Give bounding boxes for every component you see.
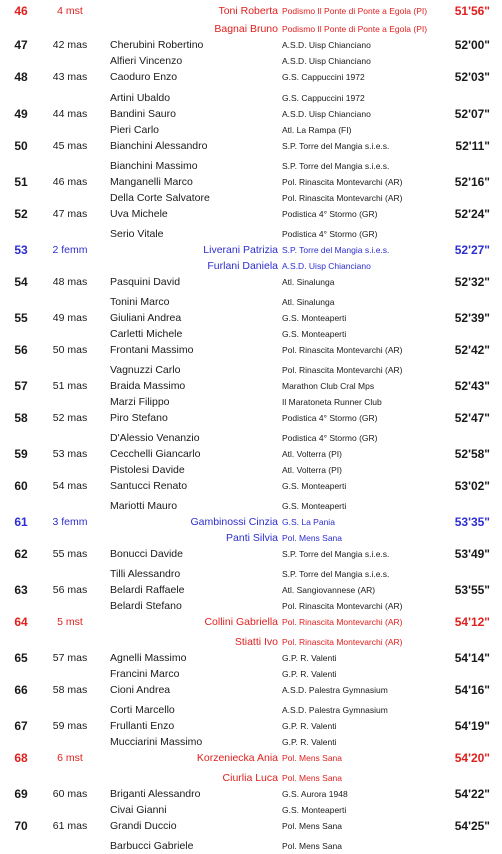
team-name: Atl. Volterra (PI) (282, 465, 342, 475)
team-name: Pol. Rinascita Montevarchi (AR) (282, 637, 403, 647)
athlete-name: Uva Michele (110, 208, 168, 220)
team-name: Podistica 4° Stormo (GR) (282, 229, 378, 239)
athlete-name: Artini Ubaldo (110, 92, 171, 104)
category-rank: 2 femm (52, 244, 88, 256)
result-row-partner (0, 362, 502, 378)
athlete-name: D'Alessio Venanzio (110, 432, 200, 444)
position-number: 59 (14, 447, 28, 461)
result-row-partner (0, 21, 502, 37)
category-rank: 52 mas (52, 412, 88, 424)
category-rank: 3 femm (52, 516, 88, 528)
result-row (0, 718, 502, 734)
athlete-name: Manganelli Marco (110, 176, 193, 188)
finish-time: 52'32" (454, 275, 490, 289)
team-name: A.S.D. Uisp Chianciano (282, 261, 371, 271)
position-number: 68 (14, 751, 28, 765)
result-row-partner (0, 394, 502, 410)
athlete-name: Corti Marcello (110, 704, 175, 716)
athlete-name: Carletti Michele (110, 328, 183, 340)
athlete-name: Pasquini David (110, 276, 181, 288)
team-name: Atl. La Rampa (FI) (282, 125, 352, 135)
position-number: 53 (14, 243, 28, 257)
result-row-partner (0, 802, 502, 818)
athlete-name: Barbucci Gabriele (110, 840, 194, 852)
category-rank: 4 mst (57, 5, 83, 17)
team-name: G.P. R. Valenti (282, 721, 337, 731)
athlete-name: Bonucci Davide (110, 548, 183, 560)
result-row-partner (0, 498, 502, 514)
result-row-partner (0, 158, 502, 174)
result-row (0, 106, 502, 122)
category-rank: 43 mas (52, 71, 88, 83)
position-number: 60 (14, 479, 28, 493)
finish-time: 54'22" (454, 787, 490, 801)
team-name: G.P. R. Valenti (282, 669, 337, 679)
athlete-name: Belardi Stefano (110, 600, 182, 612)
athlete-name: Civai Gianni (110, 804, 167, 816)
team-name: G.P. R. Valenti (282, 653, 337, 663)
team-name: Podismo Il Ponte di Ponte a Egola (PI) (282, 6, 428, 16)
team-name: Podistica 4° Stormo (GR) (282, 209, 378, 219)
position-number: 54 (14, 275, 28, 289)
finish-time: 52'11" (455, 139, 490, 153)
result-row (0, 310, 502, 326)
athlete-name: Liverani Patrizia (203, 244, 278, 256)
athlete-name: Alfieri Vincenzo (110, 55, 183, 67)
result-row-partner (0, 190, 502, 206)
team-name: Atl. Sinalunga (282, 297, 335, 307)
athlete-name: Braida Massimo (110, 380, 186, 392)
athlete-name: Furlani Daniela (207, 260, 278, 272)
athlete-name: Cioni Andrea (110, 684, 171, 696)
team-name: G.P. R. Valenti (282, 737, 337, 747)
position-number: 70 (14, 819, 28, 833)
finish-time: 53'55" (454, 583, 490, 597)
athlete-name: Korzeniecka Ania (196, 752, 278, 764)
team-name: S.P. Torre del Mangia s.i.e.s. (282, 141, 390, 151)
team-name: Pol. Rinascita Montevarchi (AR) (282, 177, 403, 187)
result-row (0, 818, 502, 834)
finish-time: 53'49" (454, 547, 490, 561)
athlete-name: Bianchini Alessandro (110, 140, 208, 152)
finish-time: 53'02" (454, 479, 490, 493)
athlete-name: Della Corte Salvatore (110, 192, 210, 204)
finish-time: 54'19" (454, 719, 490, 733)
finish-time: 54'25" (454, 819, 490, 833)
position-number: 57 (14, 379, 28, 393)
athlete-name: Belardi Raffaele (110, 584, 185, 596)
team-name: Atl. Volterra (PI) (282, 449, 342, 459)
team-name: Pol. Rinascita Montevarchi (AR) (282, 617, 403, 627)
result-row-partner (0, 462, 502, 478)
athlete-name: Mariotti Mauro (110, 500, 178, 512)
finish-time: 52'47" (454, 411, 490, 425)
result-row (0, 69, 502, 85)
athlete-name: Cherubini Robertino (110, 39, 204, 51)
position-number: 49 (14, 107, 28, 121)
result-row (0, 174, 502, 190)
team-name: G.S. Monteaperti (282, 329, 347, 339)
result-row (0, 3, 502, 19)
athlete-name: Agnelli Massimo (110, 652, 187, 664)
team-name: G.S. Aurora 1948 (282, 789, 348, 799)
team-name: A.S.D. Uisp Chianciano (282, 56, 371, 66)
team-name: G.S. Monteaperti (282, 313, 347, 323)
result-row (0, 410, 502, 426)
team-name: Atl. Sangiovannese (AR) (282, 585, 376, 595)
position-number: 62 (14, 547, 28, 561)
team-name: A.S.D. Uisp Chianciano (282, 40, 371, 50)
team-name: A.S.D. Uisp Chianciano (282, 109, 371, 119)
position-number: 50 (14, 139, 28, 153)
category-rank: 54 mas (52, 480, 88, 492)
athlete-name: Tilli Alessandro (110, 568, 181, 580)
category-rank: 55 mas (52, 548, 88, 560)
team-name: A.S.D. Palestra Gymnasium (282, 705, 388, 715)
athlete-name: Stiatti Ivo (234, 636, 278, 648)
athlete-name: Serio Vitale (110, 228, 164, 240)
team-name: Il Maratoneta Runner Club (282, 397, 382, 407)
team-name: G.S. Monteaperti (282, 805, 347, 815)
position-number: 69 (14, 787, 28, 801)
team-name: Pol. Mens Sana (282, 773, 343, 783)
finish-time: 52'03" (454, 70, 490, 84)
result-row-partner (0, 430, 502, 446)
result-row-partner (0, 598, 502, 614)
finish-time: 52'16" (454, 175, 490, 189)
team-name: Pol. Rinascita Montevarchi (AR) (282, 345, 403, 355)
team-name: Pol. Rinascita Montevarchi (AR) (282, 601, 403, 611)
finish-time: 52'07" (454, 107, 490, 121)
position-number: 61 (14, 515, 28, 529)
result-row-partner (0, 326, 502, 342)
result-row (0, 682, 502, 698)
athlete-name: Collini Gabriella (204, 616, 278, 628)
finish-time: 54'20" (454, 751, 490, 765)
result-row (0, 242, 502, 258)
result-row (0, 37, 502, 53)
athlete-name: Marzi Filippo (110, 396, 170, 408)
team-name: Pol. Mens Sana (282, 753, 343, 763)
result-row (0, 342, 502, 358)
team-name: Pol. Rinascita Montevarchi (AR) (282, 365, 403, 375)
result-row-partner (0, 294, 502, 310)
position-number: 63 (14, 583, 28, 597)
result-row-partner (0, 566, 502, 582)
finish-time: 54'14" (454, 651, 490, 665)
team-name: G.S. La Pania (282, 517, 335, 527)
result-row-partner (0, 226, 502, 242)
finish-time: 52'27" (454, 243, 490, 257)
result-row (0, 614, 502, 630)
team-name: Pol. Mens Sana (282, 533, 343, 543)
team-name: Podismo Il Ponte di Ponte a Egola (PI) (282, 24, 428, 34)
athlete-name: Gambinossi Cinzia (190, 516, 278, 528)
finish-time: 54'12" (454, 615, 490, 629)
athlete-name: Toni Roberta (218, 5, 278, 17)
position-number: 65 (14, 651, 28, 665)
result-row-partner (0, 770, 502, 786)
result-row-partner (0, 702, 502, 718)
athlete-name: Frontani Massimo (110, 344, 194, 356)
athlete-name: Pieri Carlo (110, 124, 160, 136)
team-name: Podistica 4° Stormo (GR) (282, 413, 378, 423)
position-number: 52 (14, 207, 28, 221)
team-name: G.S. Cappuccini 1972 (282, 93, 365, 103)
position-number: 58 (14, 411, 28, 425)
team-name: S.P. Torre del Mangia s.i.e.s. (282, 549, 390, 559)
athlete-name: Pistolesi Davide (110, 464, 185, 476)
category-rank: 49 mas (52, 312, 88, 324)
category-rank: 61 mas (52, 820, 88, 832)
result-row (0, 274, 502, 290)
team-name: S.P. Torre del Mangia s.i.e.s. (282, 569, 390, 579)
result-row-partner (0, 122, 502, 138)
position-number: 66 (14, 683, 28, 697)
position-number: 64 (14, 615, 28, 629)
result-row-partner (0, 258, 502, 274)
position-number: 55 (14, 311, 28, 325)
team-name: G.S. Cappuccini 1972 (282, 72, 365, 82)
category-rank: 59 mas (52, 720, 88, 732)
athlete-name: Bandini Sauro (110, 108, 176, 120)
athlete-name: Piro Stefano (110, 412, 168, 424)
category-rank: 6 mst (57, 752, 83, 764)
finish-time: 54'16" (454, 683, 490, 697)
athlete-name: Caoduro Enzo (110, 71, 178, 83)
athlete-name: Bagnai Bruno (214, 23, 278, 35)
athlete-name: Briganti Alessandro (110, 788, 201, 800)
finish-time: 52'00" (454, 38, 490, 52)
result-row (0, 582, 502, 598)
category-rank: 48 mas (52, 276, 88, 288)
athlete-name: Mucciarini Massimo (110, 736, 203, 748)
result-row-partner (0, 53, 502, 69)
team-name: A.S.D. Palestra Gymnasium (282, 685, 388, 695)
athlete-name: Frullanti Enzo (110, 720, 175, 732)
category-rank: 44 mas (52, 108, 88, 120)
finish-time: 52'24" (454, 207, 490, 221)
result-row (0, 546, 502, 562)
athlete-name: Panti Silvia (226, 532, 278, 544)
position-number: 47 (14, 38, 28, 52)
category-rank: 47 mas (52, 208, 88, 220)
result-row (0, 378, 502, 394)
team-name: G.S. Monteaperti (282, 481, 347, 491)
athlete-name: Grandi Duccio (110, 820, 177, 832)
athlete-name: Bianchini Massimo (110, 160, 198, 172)
category-rank: 50 mas (52, 344, 88, 356)
category-rank: 56 mas (52, 584, 88, 596)
team-name: Pol. Mens Sana (282, 821, 343, 831)
category-rank: 51 mas (52, 380, 88, 392)
category-rank: 45 mas (52, 140, 88, 152)
finish-time: 51'56" (454, 4, 490, 18)
team-name: Pol. Rinascita Montevarchi (AR) (282, 193, 403, 203)
finish-time: 52'58" (454, 447, 490, 461)
position-number: 48 (14, 70, 28, 84)
category-rank: 58 mas (52, 684, 88, 696)
athlete-name: Giuliani Andrea (110, 312, 182, 324)
result-row-partner (0, 734, 502, 750)
result-row-partner (0, 90, 502, 106)
team-name: G.S. Monteaperti (282, 501, 347, 511)
athlete-name: Ciurlia Luca (222, 772, 278, 784)
result-row (0, 206, 502, 222)
result-row (0, 750, 502, 766)
finish-time: 52'42" (454, 343, 490, 357)
category-rank: 57 mas (52, 652, 88, 664)
result-row-partner (0, 666, 502, 682)
position-number: 46 (14, 4, 28, 18)
team-name: S.P. Torre del Mangia s.i.e.s. (282, 245, 390, 255)
team-name: Atl. Sinalunga (282, 277, 335, 287)
result-row (0, 514, 502, 530)
athlete-name: Cecchelli Giancarlo (110, 448, 201, 460)
category-rank: 60 mas (52, 788, 88, 800)
result-row-partner (0, 530, 502, 546)
finish-time: 52'39" (454, 311, 490, 325)
finish-time: 53'35" (454, 515, 490, 529)
team-name: Pol. Mens Sana (282, 841, 343, 851)
position-number: 67 (14, 719, 28, 733)
team-name: Marathon Club Cral Mps (282, 381, 375, 391)
result-row (0, 138, 502, 154)
result-row (0, 650, 502, 666)
team-name: S.P. Torre del Mangia s.i.e.s. (282, 161, 390, 171)
category-rank: 53 mas (52, 448, 88, 460)
result-row (0, 478, 502, 494)
result-row (0, 786, 502, 802)
position-number: 51 (14, 175, 28, 189)
athlete-name: Santucci Renato (110, 480, 188, 492)
result-row-partner (0, 838, 502, 854)
athlete-name: Tonini Marco (110, 296, 170, 308)
athlete-name: Vagnuzzi Carlo (110, 364, 181, 376)
category-rank: 46 mas (52, 176, 88, 188)
category-rank: 5 mst (57, 616, 83, 628)
category-rank: 42 mas (52, 39, 88, 51)
athlete-name: Francini Marco (110, 668, 180, 680)
team-name: Podistica 4° Stormo (GR) (282, 433, 378, 443)
result-row-partner (0, 634, 502, 650)
result-row (0, 446, 502, 462)
position-number: 56 (14, 343, 28, 357)
finish-time: 52'43" (454, 379, 490, 393)
